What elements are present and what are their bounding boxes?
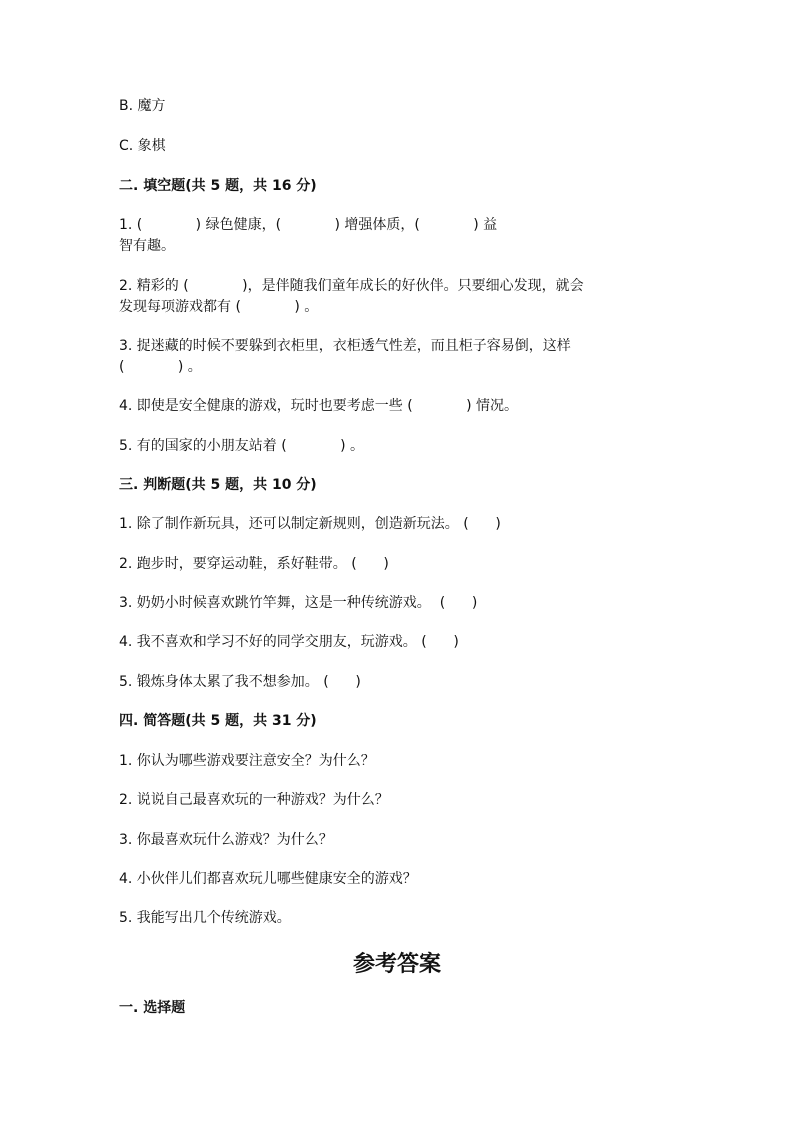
judge-q4: 4. 我不喜欢和学习不好的同学交朋友，玩游戏。 ( ) xyxy=(119,634,459,650)
fill-q3-line2: ( ) 。 xyxy=(119,359,202,375)
choice-c: C. 象棋 xyxy=(119,138,166,154)
short-section-heading: 四. 简答题(共 5 题，共 31 分) xyxy=(119,713,317,729)
short-q3: 3. 你最喜欢玩什么游戏？为什么？ xyxy=(119,832,333,848)
fill-q1-line1: 1. ( ) 绿色健康，( ) 增强体质，( ) 益 xyxy=(119,217,498,233)
judge-q1: 1. 除了制作新玩具，还可以制定新规则，创造新玩法。 ( ) xyxy=(119,516,501,532)
answer-title: 参考答案 xyxy=(352,951,441,977)
fill-q2-line2: 发现每项游戏都有 ( ) 。 xyxy=(119,299,319,315)
fill-q4: 4. 即使是安全健康的游戏，玩时也要考虑一些 ( ) 情况。 xyxy=(119,398,519,414)
short-q2: 2. 说说自己最喜欢玩的一种游戏？为什么？ xyxy=(119,792,389,808)
short-q5: 5. 我能写出几个传统游戏。 xyxy=(119,910,291,926)
judge-q3: 3. 奶奶小时候喜欢跳竹竿舞，这是一种传统游戏。 ( ) xyxy=(119,595,478,611)
short-q4: 4. 小伙伴儿们都喜欢玩儿哪些健康安全的游戏？ xyxy=(119,871,417,887)
fill-q3-line1: 3. 捉迷藏的时候不要躲到衣柜里，衣柜透气性差，而且柜子容易倒，这样 xyxy=(119,338,571,354)
fill-q2-line1: 2. 精彩的 ( )，是伴随我们童年成长的好伙伴。只要细心发现，就会 xyxy=(119,278,584,294)
fill-q5: 5. 有的国家的小朋友站着 ( ) 。 xyxy=(119,438,365,454)
judge-q5: 5. 锻炼身体太累了我不想参加。 ( ) xyxy=(119,674,361,690)
fill-section-heading: 二. 填空题(共 5 题，共 16 分) xyxy=(119,178,317,194)
short-q1: 1. 你认为哪些游戏要注意安全？为什么？ xyxy=(119,753,375,769)
judge-q2: 2. 跑步时，要穿运动鞋，系好鞋带。 ( ) xyxy=(119,556,389,572)
answer-section-1: 一. 选择题 xyxy=(119,1000,186,1016)
judge-section-heading: 三. 判断题(共 5 题，共 10 分) xyxy=(119,477,317,493)
choice-b: B. 魔方 xyxy=(119,98,166,114)
fill-q1-line2: 智有趣。 xyxy=(119,238,175,254)
